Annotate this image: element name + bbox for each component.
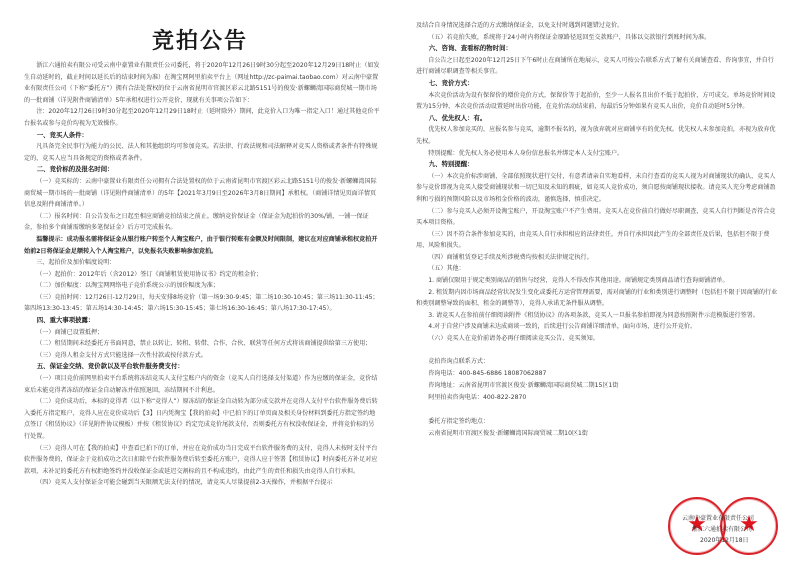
section9-heading: 九、特别提醒： xyxy=(428,160,474,169)
section5-heading: 五、保证金交纳、竞价款以及平台软件服务费支付： xyxy=(36,362,184,371)
contact-address-label: 咨询地址： xyxy=(428,382,459,390)
contact-address-row xyxy=(416,380,778,392)
contact-phone-row xyxy=(416,368,778,380)
document-title: 竞拍公告 xyxy=(151,28,248,54)
section8-tip: 特别提醒：优先权人务必使用本人身份信息报名并绑定本人支付宝账户。 xyxy=(428,149,624,157)
section9-sub4: 4.对于自营户涉及商铺未达成商谈一致的，后续进行公告商铺详细清单，面向市场，进行公开竞价。 xyxy=(428,323,697,331)
signature-date: 2020年12月18日 xyxy=(700,537,749,544)
section3-heading: 三、起拍价及加价幅度说明： xyxy=(36,259,116,267)
section2-heading: 二、竞价标的及报名时间： xyxy=(36,165,114,174)
left-column xyxy=(24,60,380,489)
section9-item4: （四）商铺租赁登记手续及所涉税费均按相关法律规定执行。 xyxy=(428,253,593,261)
section7-heading: 七、竞价方式： xyxy=(428,78,474,87)
section9-sub3: 3. 请竞买人在参拍前仔细阅读附件《租赁协议》的各项条款，竞买人一旦报名参拍即视为同意按照附件示范模版进行签署。 xyxy=(428,311,759,319)
section6-heading: 六、咨询、查看标的物时间： xyxy=(428,44,512,53)
contact-ali-row xyxy=(416,392,778,404)
contact-ali-phone: 400-822-2870 xyxy=(483,394,527,402)
section5-item4: （四）竞买人支付保证金可能会碰到当天限额无法支付的情况，请竞买人尽量提前2-3天操作，并根据平台提示 xyxy=(36,479,333,487)
contact-address: 云南省昆明市官渡区俊发·新螺蛳湾国际商贸城二期15区1街 xyxy=(458,382,619,390)
section7-body: 本次竞价活动为设有保留价的增价竞价方式，保留价等于起拍价，至少一人报名且出价不低于起拍价，方可成交。单场竞价时间设置为15分钟，本次竞价活动设置延时出价功能，在竞价活动结束前，每最后5分钟如果有竞买人出价，竞价自动延时5分钟。 xyxy=(416,91,776,111)
section4-heading: 四、重大事项披露： xyxy=(36,316,95,325)
star-icon: ★ xyxy=(687,511,707,537)
signature-block xyxy=(668,495,792,559)
section5-item5: （五）若竞拍失败，系统将于24小时内将保证金原路径返回至交款账户，具体以交款银行到账时间为准。 xyxy=(428,33,711,41)
sign-location-heading: 委托方指定签约地点： xyxy=(428,417,490,425)
warm-tip: 温馨提示：成功报名需将保证金从银行账户转至个人淘宝账户，由于银行转账有金额及时间限制，建议在对应商铺承租权竞拍开始前2日将保证金足额转入个人淘宝账户，以免报名失败影响参加竞拍。 xyxy=(24,235,378,255)
contact-phone-label: 咨询电话： xyxy=(428,370,459,378)
section3-item1: （一）起拍价：2012年后（含2012）签订《商铺租赁使用协议书》约定的租金价； xyxy=(36,270,263,278)
section5-item2: （二）竞价成功后，本标的竞得者（以下称“竞得人”）原冻结的保证金自动转为部分成交款并在竞得人支付平台软件服务费后转入委托方指定账户，竞得人应在竞价成功后【3】日内凭淘宝【我的拍卖】中已拍下的订单页面及相关身份材料到委托方指定签约地点签订《租赁协议》（详见附件协议模板）并按《租赁协议》约定完成竞价尾款支付，否则委托方有权没收保证金，并将竞价标的另行处置。 xyxy=(24,398,378,440)
section3-item3: （三）竞拍时间：12月26日-12月29日，每天安排8场竞价（第一场9:30-9:45；第二场10:30-10:45；第三场11:30-11:45；第四场13:30-13:45；第五场14:30-14:45；第六场15:30-15:45；第七场16:30-16:45；第八场17:30-17:45）。 xyxy=(24,293,379,313)
section1-body: 凡具备完全民事行为能力的公民、法人和其他组织均可参加竞买。若法律、行政法规和司法解释对竞买人资格或者条件有特殊规定的，竞买人应当具备规定的资格或者条件。 xyxy=(24,143,378,162)
signatory-company1: 云南中豪置业有限责任公司 xyxy=(682,515,755,522)
intro-paragraph: 浙江六通拍卖有限公司受云南中豪置业有限责任公司委托，将于2020年12月26日9时30分起至2020年12月29日18时止（如发生自动延时的，截止时间以延长后的结束时间为准）在淘宝网阿里拍卖平台上（网址http://zc-paimai.taobao.com）对云南中豪置业有限责任公司（下称“委托方”）拥有合法处置权的位于云南省昆明市官渡区彩云北路5151号的俊发·新螺蛳湾国际商贸城一期市场的一批商铺（详见附件商铺清单）5年承租权进行公开竞价，现就有关事项公告如下： xyxy=(24,62,380,104)
section4-item3: （三）竞得人租金支付方式只能选择一次性付款或按付款方式。 xyxy=(36,351,207,359)
section8-body: 优先权人参加竞买的，应报名参与竞买，逾期不报名的，视为放弃就对应商铺享有的优先权。优先权人未参加竞拍，亦视为放弃优先权。 xyxy=(416,126,776,145)
signatory-company2: 浙江六通拍卖有限公司 xyxy=(692,526,753,533)
section9-item3: （三）因不符合条件参加竞买的，由竞买人自行承担相应的法律责任，并自行承担因此产生的全部责任及后果，包括但不限于费用、风险和损失。 xyxy=(416,230,770,250)
section9-item2: （二）参与竞买人必须开设淘宝账户，开设淘宝账户不产生费用。竞买人在竞价前自行做好尽职调查，竞买人自行判断是否符合竞买本项目资格。 xyxy=(416,207,776,227)
section2-item2: （二）报名时间：自公告发布之日起至相应商铺竞拍结束之前止。缴纳竞价保证金（保证金为起拍价的30%/铺，一铺一保证金，参拍多个商铺需缴纳多笔保证金）后方可完成报名。 xyxy=(24,212,369,232)
section9-item1: （一）本次竞价标涉商铺，全部依照现状进行交付，有意者请亲自实地看样，未自行查看的竞买人视为对商铺现状的确认，竞买人参与竞价即视为竞买人接受商铺现状和一切已知及未知的瑕疵，如竞买人竞价成功，须自愿按商铺现状接收。请竞买人充分考虑商铺盈利和亏损的预期风险以及市场租金价格的波动，谨慎选择，慎重决定。 xyxy=(416,172,776,203)
section9-sub1: 1. 商铺仅限用于规定类别商品的销售与经营，竞得人不得改作其他用途。商铺规定类别商品请行查询商铺清单。 xyxy=(428,277,729,285)
contact-heading: 竞拍咨询点联系方式： xyxy=(428,358,490,366)
contact-phone: 400-845-6886 18087062887 xyxy=(458,370,547,378)
signature-text xyxy=(682,513,800,546)
section5-item1: （一）项目竞价前网里拍卖平台系统将冻结竞买人支付宝账户内的资金（竞买人自行选择支付渠道）作为应缴的保证金，竞价结束后未能竞得者冻结的保证金自动解冻并依照退回，冻结期间不计利息。 xyxy=(24,375,378,394)
section9-item5: （五）其他： xyxy=(428,265,465,273)
sign-location-address: 云南省昆明市官渡区俊发·新螺蛳湾国际商贸城二期10区1街 xyxy=(428,429,589,437)
section5-item3: （三）竞得人可在【我的拍卖】中查看已拍下的订单，并应在竞价成功当日完成平台软件服务费的支付，竞得人未按时支付平台软件服务费的，保证金于竞拍成功之次日扣除平台软件服务费后转至委托方账户，竞得人应于签署【租赁协议】时向委托方补足对应款项，未补足的委托方有权拒绝签约并没收保证金或延迟交割标的且不构成违约，由此产生的责任和损失由竞得人自行承担。 xyxy=(24,444,378,475)
continued-paragraph: 及结合自身情况选择合适的方式缴纳保证金，以免支付时遇到问题错过竞价。 xyxy=(416,22,624,29)
right-column xyxy=(416,20,778,440)
section4-item1: （一）商铺已设置抵押； xyxy=(36,328,104,336)
section2-item1: （一）竞买标的：云南中豪置业有限责任公司拥有合法处置权的位于云南省昆明市官渡区彩云北路5151号的俊发·新螺蛳湾国际商贸城一期市场的一批商铺（详见附件商铺清单）的5年【2021年3月9日至2026年3月8日期间】承租权。（商铺详情见页面详情页信息及附件商铺清单。） xyxy=(24,177,377,209)
section9-sub2: 2. 租赁期内因市场商品经营状况发生变化或委托方运营管理需要，需对商铺的行业和类别进行调整时（包括但不限于因商铺的行业和类别调整导致的面积、租金的调整等），竞得人承诺无条件服从调整。 xyxy=(416,288,778,308)
section1-heading: 一、竞买人条件： xyxy=(36,130,88,139)
section6-body: 自公告之日起至2020年12月25日下午6时止在商铺所在地展示，竞买人可按公告联系方式了解有关商铺查看、咨询事宜，并自行进行商铺尽职调查等相关事宜。 xyxy=(416,56,774,76)
contact-ali-label: 阿里拍卖咨询电话： xyxy=(428,394,484,402)
section4-item2: （二）租赁期间未经委托方书面同意，禁止以转让、转租、转借、合作、合伙、联营等任何方式将该商铺提供给第三方使用； xyxy=(36,340,372,348)
star-icon: ★ xyxy=(739,511,759,537)
section9-item6: （六）竞买人在竞价前请务必再仔细阅读竞买公告、竞买须知。 xyxy=(428,335,599,343)
section3-item2: （二）加价幅度：以淘宝网网络电子竞价系统公示的加价幅度为准； xyxy=(36,282,219,290)
note-paragraph: 注：2020年12月26日9时30分起至2020年12月29日18时止（延时除外）期间，此竞价入口为唯一指定入口！通过其他竞价平台报名或参与竞价均视为无效操作。 xyxy=(24,108,380,127)
section8-heading: 八、优先权人：有。 xyxy=(428,113,487,122)
